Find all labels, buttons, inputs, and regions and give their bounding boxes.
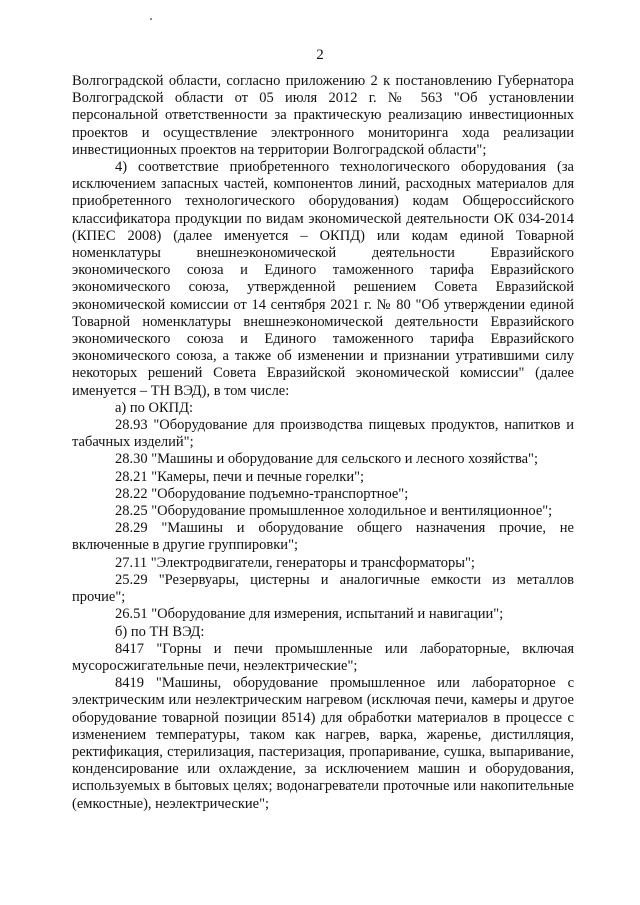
tn-ved-code-item: 8419 "Машины, оборудование промышленное или лабораторное с электрическим или неэлектрическим нагревом (исключая печи, камеры и другое оборудование товарной позиции 8514) для обработки материалов в процессе с изменением температуры, таком как нагрев, варка, жаренье, дистилляция, ректификация, стерилизация, пастеризация, пропаривание, сушка, выпаривание, конденсирование или охлаждение, за исключением машин и оборудования, используемых в бытовых целях; водонагреватели проточные или накопительные (емкостные), неэлектрические";: [72, 675, 574, 812]
okpd-code-item: 28.30 "Машины и оборудование для сельского и лесного хозяйства";: [115, 451, 539, 468]
subheading-tn-ved: б) по ТН ВЭД:: [115, 623, 205, 640]
paragraph-item-4: 4) соответствие приобретенного технологического оборудования (за исключением запасных частей, компонентов линий, расходных материалов для приобретенного технологического оборудования) кодам Общероссийского классификатора продукции по видам экономической деятельности ОК 034-2014 (КПЕС 2008) (далее именуется – ОКПД) или кодам единой Товарной номенклатуры внешнеэкономической деятельности Евразийского экономического союза и Единого таможенного тарифа Евразийского экономического союза, утвержденной решением Совета Евразийской экономической комиссии от 14 сентября 2021 г. № 80 "Об утверждении единой Товарной номенклатуры внешнеэкономической деятельности Евразийского экономического союза и Единого таможенного тарифа Евразийского экономического союза, а также об изменении и признании утратившими силу некоторых решений Совета Евразийской экономической комиссии" (далее именуется – ТН ВЭД), в том числе:: [72, 159, 574, 399]
okpd-code-item: 28.25 "Оборудование промышленное холодильное и вентиляционное";: [115, 503, 553, 520]
okpd-code-item: 28.22 "Оборудование подъемно-транспортное";: [115, 485, 409, 502]
okpd-code-item: 28.93 "Оборудование для производства пищевых продуктов, напитков и табачных изделий";: [72, 417, 574, 451]
tn-ved-code-item: 8417 "Горны и печи промышленные или лабораторные, включая мусоросжигательные печи, неэлектрические";: [72, 640, 574, 674]
page-number: 2: [316, 47, 324, 63]
subheading-okpd: а) по ОКПД:: [115, 399, 194, 416]
okpd-code-item: 28.29 "Машины и оборудование общего назначения прочие, не включенные в другие группировки";: [72, 520, 574, 554]
document-body: [72, 73, 574, 813]
okpd-code-item: 28.21 "Камеры, печи и печные горелки";: [115, 468, 365, 485]
okpd-code-item: 27.11 "Электродвигатели, генераторы и трансформаторы";: [115, 554, 475, 571]
okpd-code-item: 25.29 "Резервуары, цистерны и аналогичные емкости из металлов прочие";: [72, 571, 574, 606]
okpd-code-item: 26.51 "Оборудование для измерения, испытаний и навигации";: [115, 606, 504, 623]
paragraph-continuation: Волгоградской области, согласно приложению 2 к постановлению Губернатора Волгоградской области от 05 июля 2012 г. № 563 "Об установлении персональной ответственности за практическую реализацию инвестиционных проектов и осуществление электронного мониторинга хода реализации инвестиционных проектов на территории Волгоградской области";: [72, 73, 574, 158]
scan-speck: [150, 18, 152, 20]
